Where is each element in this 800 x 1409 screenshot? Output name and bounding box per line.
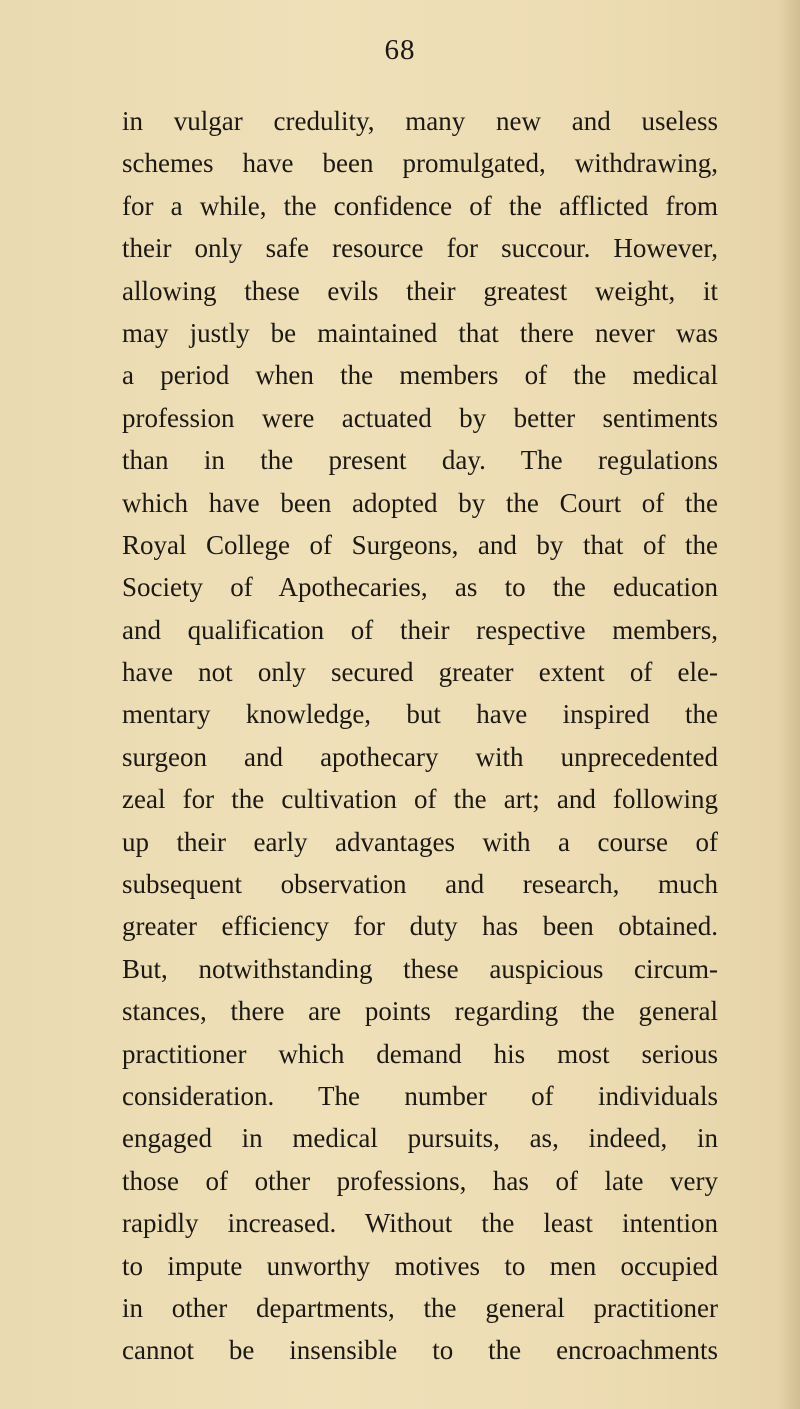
text-line: subsequent observation and research, much	[122, 869, 718, 900]
text-line: those of other professions, has of late very	[122, 1165, 718, 1196]
text-line: mentary knowledge, but have inspired the	[122, 699, 718, 730]
text-line: in other departments, the general practitioner	[122, 1292, 718, 1323]
text-line: zeal for the cultivation of the art; and following	[122, 784, 718, 815]
text-line: engaged in medical pursuits, as, indeed, in	[122, 1123, 718, 1154]
text-line: have not only secured greater extent of ele-	[122, 657, 718, 688]
body-text	[122, 100, 718, 1372]
text-line: stances, there are points regarding the general	[122, 996, 718, 1027]
text-line: than in the present day. The regulations	[122, 445, 718, 476]
text-line: greater efficiency for duty has been obtained.	[122, 911, 718, 942]
text-line: Society of Apothecaries, as to the education	[122, 572, 718, 603]
text-line: cannot be insensible to the encroachments	[122, 1335, 718, 1366]
text-line: to impute unworthy motives to men occupied	[122, 1250, 718, 1281]
text-line: which have been adopted by the Court of the	[122, 487, 718, 518]
text-line: for a while, the confidence of the afflicted from	[122, 190, 718, 221]
text-line: surgeon and apothecary with unprecedented	[122, 741, 718, 772]
text-line: But, notwithstanding these auspicious circum-	[122, 953, 718, 984]
text-line: may justly be maintained that there never was	[122, 317, 718, 348]
page-edge-shadow	[778, 0, 800, 1409]
text-line: profession were actuated by better sentiments	[122, 402, 718, 433]
text-line: up their early advantages with a course of	[122, 826, 718, 857]
text-line: schemes have been promulgated, withdrawing,	[122, 148, 718, 179]
text-line: their only safe resource for succour. However,	[122, 233, 718, 264]
text-line: rapidly increased. Without the least intention	[122, 1208, 718, 1239]
text-line: allowing these evils their greatest weight, it	[122, 275, 718, 306]
page-number: 68	[384, 34, 416, 66]
text-line: practitioner which demand his most serious	[122, 1038, 718, 1069]
text-line: in vulgar credulity, many new and useless	[122, 106, 718, 136]
text-line: consideration. The number of individuals	[122, 1080, 718, 1111]
text-line: Royal College of Surgeons, and by that of the	[122, 529, 718, 560]
text-line: and qualification of their respective members,	[122, 614, 718, 645]
text-line: a period when the members of the medical	[122, 360, 718, 391]
